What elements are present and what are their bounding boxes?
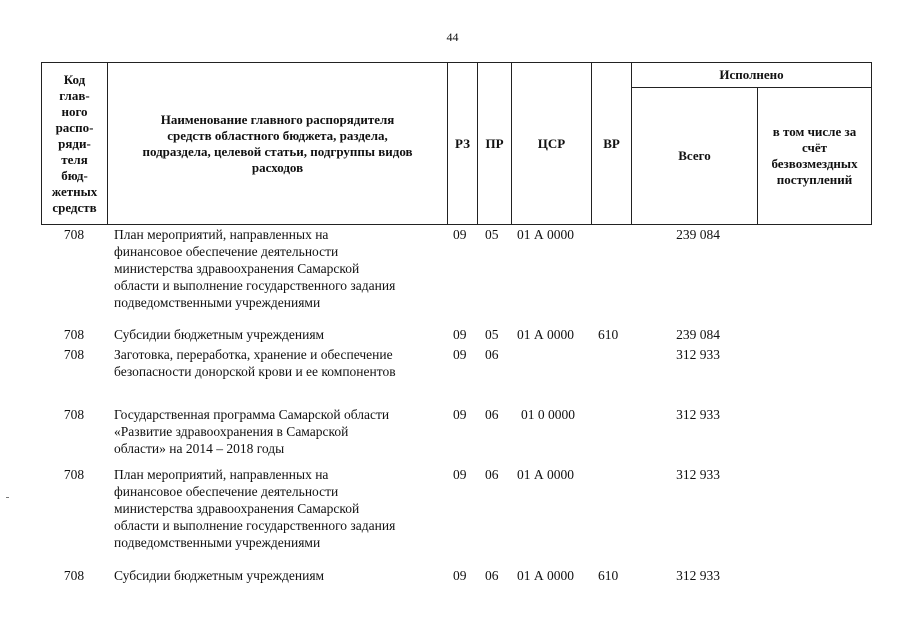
row-name: План мероприятий, направленных на финансовое обеспечение деятельности министерства здравоохранения Самарской области и выполнение государственного задания подведомственными учреждениями bbox=[114, 467, 396, 550]
row-total: 312 933 bbox=[676, 467, 720, 482]
header-csr: ЦСР bbox=[512, 63, 592, 225]
row-vr: 610 bbox=[598, 568, 619, 583]
row-csr: 01 А 0000 bbox=[517, 568, 574, 583]
row-name: Государственная программа Самарской области «Развитие здравоохранения в Самарской области» на 2014 – 2018 годы bbox=[114, 407, 390, 456]
row-pr: 06 bbox=[485, 407, 499, 422]
row-code: 708 bbox=[63, 568, 85, 583]
row-rz: 09 bbox=[453, 227, 467, 242]
header-pr: ПР bbox=[478, 63, 512, 225]
row-pr: 06 bbox=[485, 467, 499, 482]
header-executed: Исполнено bbox=[632, 63, 872, 88]
row-csr: 01 0 0000 bbox=[521, 407, 575, 422]
row-rz: 09 bbox=[453, 327, 467, 342]
row-pr: 06 bbox=[485, 568, 499, 583]
row-total: 239 084 bbox=[676, 227, 720, 242]
row-name: План мероприятий, направленных на финансовое обеспечение деятельности министерства здравоохранения Самарской области и выполнение государственного задания подведомственными учреждениями bbox=[114, 227, 396, 310]
row-csr: 01 А 0000 bbox=[517, 467, 574, 482]
row-name: Субсидии бюджетным учреждениям bbox=[114, 568, 325, 583]
row-rz: 09 bbox=[453, 347, 467, 362]
row-pr: 06 bbox=[485, 347, 499, 362]
row-pr: 05 bbox=[485, 327, 499, 342]
row-total: 312 933 bbox=[676, 568, 720, 583]
row-code: 708 bbox=[63, 327, 85, 342]
row-csr: 01 А 0000 bbox=[517, 327, 574, 342]
row-code: 708 bbox=[63, 407, 85, 422]
row-pr: 05 bbox=[485, 227, 499, 242]
row-rz: 09 bbox=[453, 568, 467, 583]
row-total: 239 084 bbox=[676, 327, 720, 342]
page-number: 44 bbox=[446, 30, 459, 44]
row-code: 708 bbox=[63, 227, 85, 242]
row-name: Заготовка, переработка, хранение и обеспечение безопасности донорской крови и ее компонентов bbox=[114, 347, 396, 379]
row-csr: 01 А 0000 bbox=[517, 227, 574, 242]
row-rz: 09 bbox=[453, 407, 467, 422]
header-total: Всего bbox=[632, 88, 758, 225]
row-rz: 09 bbox=[453, 467, 467, 482]
scan-mark bbox=[6, 497, 9, 498]
row-vr: 610 bbox=[598, 327, 619, 342]
table-header bbox=[41, 62, 872, 225]
header-code: Код глав- ного распо- ряди- теля бюд- жетных средств bbox=[42, 63, 108, 225]
header-rz: РЗ bbox=[448, 63, 478, 225]
header-name: Наименование главного распорядителя средств областного бюджета, раздела, подраздела, целевой статьи, подгруппы видов расходов bbox=[108, 63, 448, 225]
row-code: 708 bbox=[63, 347, 85, 362]
row-total: 312 933 bbox=[676, 347, 720, 362]
header-vr: ВР bbox=[592, 63, 632, 225]
header-free: в том числе за счёт безвозмездных поступлений bbox=[758, 88, 872, 225]
row-code: 708 bbox=[63, 467, 85, 482]
row-name: Субсидии бюджетным учреждениям bbox=[114, 327, 325, 342]
row-total: 312 933 bbox=[676, 407, 720, 422]
